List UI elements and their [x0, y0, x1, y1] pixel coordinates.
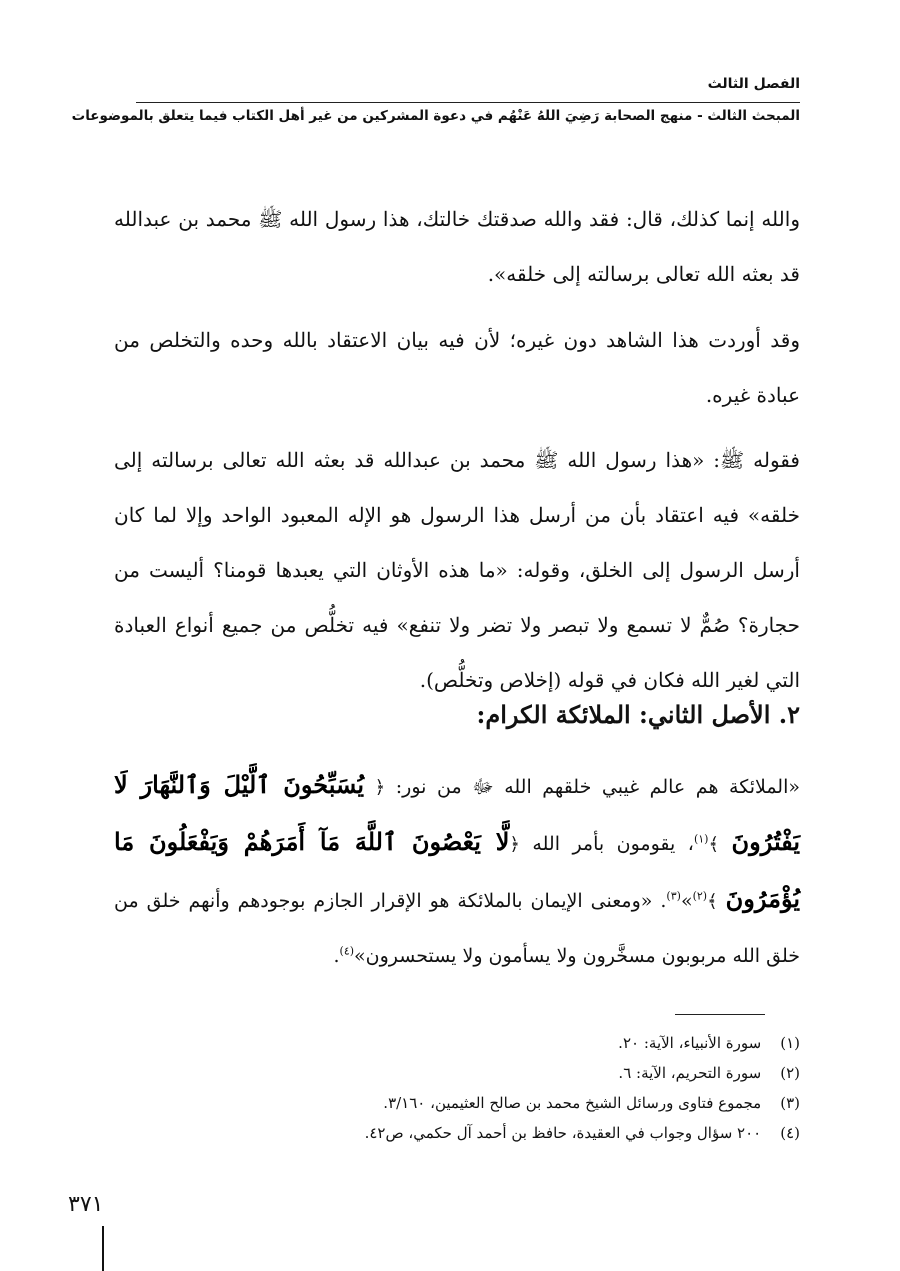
footnote-divider — [675, 1014, 765, 1015]
quran-close-bracket-2: ﴾ — [707, 891, 718, 912]
para4-mid: ، يقومون بأمر الله — [519, 833, 694, 855]
footnote-2 — [136, 1058, 800, 1088]
footnote-ref-2[interactable]: (٢) — [692, 889, 708, 903]
para4-intro: «الملائكة هم عالم غيبي خلقهم الله ﷻ من نور: — [385, 776, 800, 798]
footnote-text: سورة التحريم، الآية: ٦. — [618, 1064, 762, 1082]
quran-verse-2: لَّا يَعْصُونَ ٱللَّهَ مَآ أَمَرَهُمْ وَيَفْعَلُونَ مَا يُؤْمَرُونَ — [114, 827, 801, 913]
page-number: ٣٧١ — [68, 1192, 104, 1217]
footnote-number: (١) — [780, 1034, 800, 1052]
section-title: المبحث الثالث - منهج الصحابة رَضِيَ اللهُ عَنْهُم في دعوة المشركين من غير أهل الكتاب فيما يتعلق بالموضوعات — [71, 108, 800, 124]
footnote-ref-1[interactable]: (١) — [693, 832, 709, 846]
para4-final: . — [333, 945, 340, 967]
quran-open-bracket-2: ﴿ — [509, 834, 520, 855]
paragraph-2: وقد أوردت هذا الشاهد دون غيره؛ لأن فيه بيان الاعتقاد بالله وحده والتخلص من عبادة غيره. — [114, 328, 800, 407]
footnote-text: مجموع فتاوى ورسائل الشيخ محمد بن صالح العثيمين، ٣/١٦٠. — [383, 1094, 762, 1112]
paragraph-4 — [114, 758, 800, 983]
footnote-ref-3[interactable]: (٣) — [666, 889, 681, 903]
footnote-text: ٢٠٠ سؤال وجواب في العقيدة، حافظ بن أحمد آل حكمي، ص٤٢. — [364, 1124, 762, 1142]
para4-end: . «ومعنى الإيمان بالملائكة هو الإقرار الجازم بوجودهم وأنهم خلق من خلق الله مربوبون مسخَّرون ولا يسأمون ولا يستحسرون» — [114, 890, 800, 967]
footnote-4 — [136, 1118, 800, 1148]
footnote-number: (٢) — [780, 1064, 800, 1082]
margin-line — [102, 1226, 104, 1271]
footnote-3 — [136, 1088, 800, 1118]
quran-close-bracket: ﴾ — [708, 834, 719, 855]
para4-quote-close: » — [680, 890, 693, 912]
footnote-ref-4[interactable]: (٤) — [339, 944, 355, 958]
quran-verse-1: يُسَبِّحُونَ ٱلَّيْلَ وَٱلنَّهَارَ لَا يَفْتُرُونَ — [114, 770, 801, 856]
quran-open-bracket: ﴿ — [374, 777, 386, 798]
footnotes — [136, 1028, 800, 1148]
paragraph-3: فقوله ﷺ: «هذا رسول الله ﷺ محمد بن عبدالله قد بعثه الله تعالى برسالته إلى خلقه» فيه اعتقاد بأن من أرسل هذا الرسول هو الإله المعبود الواحد وإلا لما كان أرسل الرسول إلى الخلق، وقوله: «ما هذه الأوثان التي يعبدها قومنا؟ أليست من حجارة؟ صُمٌّ لا تسمع ولا تبصر ولا تضر ولا تنفع» فيه تخلُّص من جميع أنواع العبادة التي لغير الله فكان في قوله (إخلاص وتخلُّص). — [114, 448, 800, 692]
footnote-number: (٣) — [780, 1094, 800, 1112]
paragraph-1: والله إنما كذلك، قال: فقد والله صدقتك خالتك، هذا رسول الله ﷺ محمد بن عبدالله قد بعثه الله تعالى برسالته إلى خلقه». — [114, 207, 800, 286]
footnote-1 — [136, 1028, 800, 1058]
header-divider — [136, 102, 800, 103]
footnote-text: سورة الأنبياء، الآية: ٢٠. — [618, 1034, 762, 1052]
footnote-number: (٤) — [780, 1124, 800, 1142]
chapter-title: الفصل الثالث — [707, 76, 800, 92]
section-heading: ٢. الأصل الثاني: الملائكة الكرام: — [476, 700, 800, 729]
